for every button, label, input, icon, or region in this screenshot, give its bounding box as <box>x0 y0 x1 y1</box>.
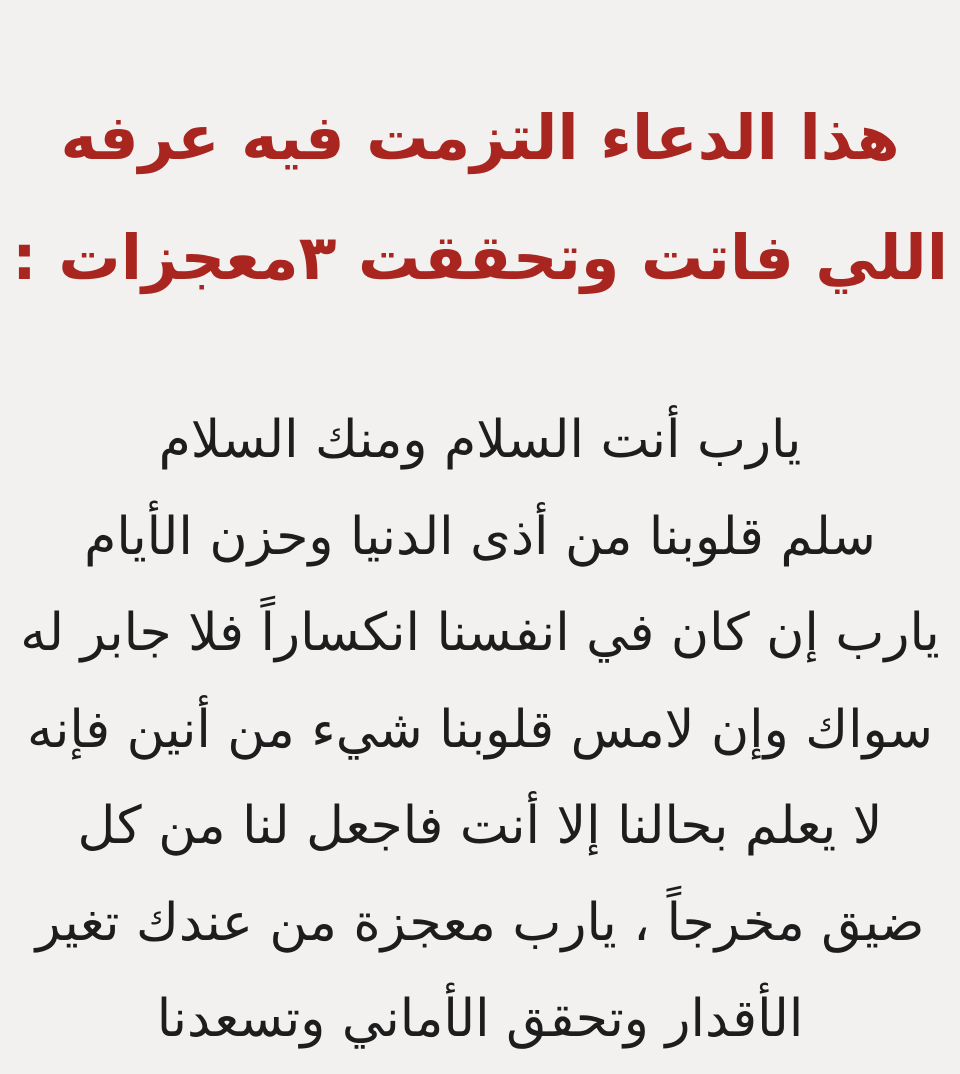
prayer-line-4: سواك وإن لامس قلوبنا شيء من أنين فإنه <box>27 699 933 760</box>
prayer-line-2: سلم قلوبنا من أذى الدنيا وحزن الأيام <box>84 506 876 567</box>
prayer-line-5: لا يعلم بحالنا إلا أنت فاجعل لنا من كل <box>77 796 883 856</box>
prayer-line-1: يارب أنت السلام ومنك السلام <box>158 410 802 470</box>
heading-line-2: اللي فاتت وتحققت ٣معجزات : <box>12 221 948 294</box>
heading <box>0 78 960 318</box>
prayer-line-7: الأقدار وتحقق الأماني وتسعدنا <box>156 989 804 1049</box>
heading-line-1: هذا الدعاء التزمت فيه عرفه <box>60 101 900 174</box>
prayer-line-3: يارب إن كان في انفسنا انكساراً فلا جابر له <box>20 603 940 663</box>
prayer-text <box>0 392 960 1068</box>
prayer-line-6: ضيق مخرجاً ، يارب معجزة من عندك تغير <box>35 892 925 953</box>
